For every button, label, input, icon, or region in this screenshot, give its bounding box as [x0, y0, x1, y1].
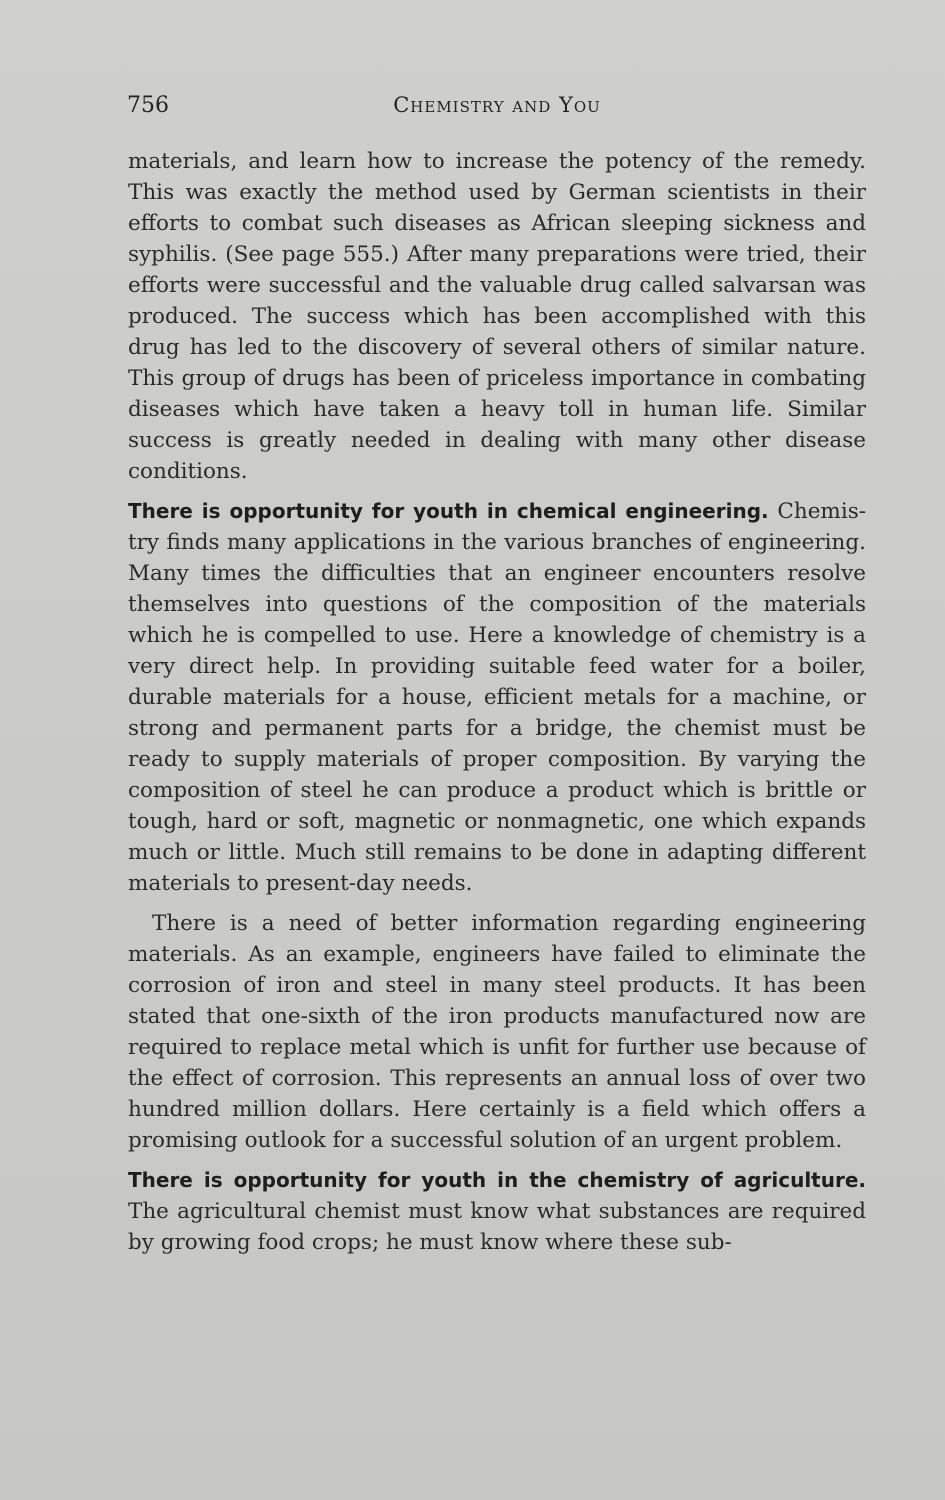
- running-title: Chemistry and You: [393, 93, 601, 117]
- paragraph-text: There is a need of better information regarding engineering materials. As an example, engineers have failed to eliminate the corrosion of iron and steel in many steel products. It has been stated that one-sixth of the iron products manufactured now are required to replace metal which is unfit for further use because of the effect of corrosion. This represents an annual loss of over two hundred million dollars. Here certainly is a field which offers a promising outlook for a successful solution of an urgent problem.: [128, 911, 866, 1153]
- paragraph-salvarsan: [128, 146, 866, 487]
- paragraph-text: materials, and learn how to increase the potency of the remedy. This was exactly the method used by German scientists in their efforts to combat such diseases as African sleeping sickness and syphilis. (See page 555.) After many preparations were tried, their efforts were successful and the valuable drug called salvarsan was produced. The success which has been accomplished with this drug has led to the discovery of several others of similar nature. This group of drugs has been of priceless importance in combating diseases which have taken a heavy toll in human life. Similar success is greatly needed in dealing with many other disease conditions.: [128, 149, 866, 484]
- page-number: 756: [127, 93, 169, 118]
- body-text: [128, 146, 866, 1267]
- paragraph-chemical-engineering: [128, 496, 866, 899]
- paragraph-agriculture: [128, 1165, 866, 1258]
- page-header: [127, 93, 867, 127]
- section-lead-heading: There is opportunity for youth in chemical engineering.: [128, 499, 769, 523]
- paragraph-corrosion: [128, 908, 866, 1156]
- paragraph-text: The agricultural chemist must know what substances are required by growing food crops; he must know where these sub-: [128, 1199, 866, 1255]
- paragraph-text: Chemistry finds many applications in the various branches of engineering. Many times the difficulties that an engineer encounters resolve themselves into questions of the composition of the materials which he is compelled to use. Here a knowledge of chemistry is a very direct help. In providing suitable feed water for a boiler, durable materials for a house, efficient metals for a machine, or strong and permanent parts for a bridge, the chemist must be ready to supply materials of proper composition. By varying the composition of steel he can produce a product which is brittle or tough, hard or soft, magnetic or nonmagnetic, one which expands much or little. Much still remains to be done in adapting different materials to present-day needs.: [128, 499, 866, 896]
- section-lead-heading: There is opportunity for youth in the chemistry of agriculture.: [128, 1168, 866, 1192]
